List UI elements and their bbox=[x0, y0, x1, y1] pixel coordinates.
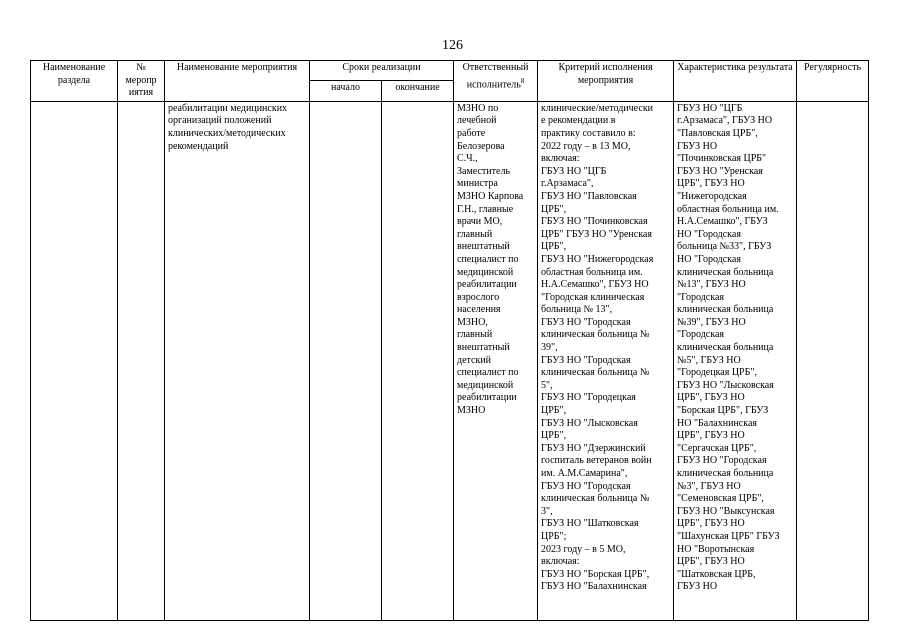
header-number: № меропр иятия bbox=[118, 61, 165, 102]
header-end: окончание bbox=[382, 81, 454, 101]
cell-result: ГБУЗ НО "ЦГБ г.Арзамаса", ГБУЗ НО "Павловская ЦРБ", ГБУЗ НО "Починковская ЦРБ" ГБУЗ НО "Уренская ЦРБ", ГБУЗ НО "Нижегородская областная больница им. Н.А.Семашко", ГБУЗ НО "Городская больница №33", ГБУЗ НО "Городская клиническая больница №13", ГБУЗ НО "Городская клиническая больница №39", ГБУЗ НО "Городская клиническая больница №5", ГБУЗ НО "Городецкая ЦРБ", ГБУЗ НО "Лысковская ЦРБ", ГБУЗ НО "Борская ЦРБ", ГБУЗ НО "Балахнинская ЦРБ", ГБУЗ НО "Сергачская ЦРБ", ГБУЗ НО "Городская клиническая больница №3", ГБУЗ НО "Семеновская ЦРБ", ГБУЗ НО "Выксунская ЦРБ", ГБУЗ НО "Шахунская ЦРБ" ГБУЗ НО "Воротынская ЦРБ", ГБУЗ НО "Шатковская ЦРБ, ГБУЗ НО bbox=[674, 101, 797, 620]
table-row bbox=[31, 101, 869, 620]
footnote-mark: 8 bbox=[520, 76, 525, 85]
header-section: Наименование раздела bbox=[31, 61, 118, 102]
header-regularity: Регулярность bbox=[797, 61, 869, 102]
cell-criterion: клинические/методически е рекомендации в практику составило в: 2022 году – в 13 МО, включая: ГБУЗ НО "ЦГБ г.Арзамаса", ГБУЗ НО "Павловская ЦРБ", ГБУЗ НО "Починковская ЦРБ" ГБУЗ НО "Уренская ЦРБ", ГБУЗ НО "Нижегородская областная больница им. Н.А.Семашко", ГБУЗ НО "Городская клиническая больница № 13", ГБУЗ НО "Городская клиническая больница № 39", ГБУЗ НО "Городская клиническая больница № 5", ГБУЗ НО "Городецкая ЦРБ", ГБУЗ НО "Лысковская ЦРБ", ГБУЗ НО "Дзержинский госпиталь ветеранов войн им. А.М.Самарина", ГБУЗ НО "Городская клиническая больница № 3", ГБУЗ НО "Шатковская ЦРБ"; 2023 году – в 5 МО, включая: ГБУЗ НО "Борская ЦРБ", ГБУЗ НО "Балахнинская bbox=[538, 101, 674, 620]
cell-start bbox=[310, 101, 382, 620]
header-terms: Сроки реализации bbox=[310, 61, 454, 81]
cell-end bbox=[382, 101, 454, 620]
header-result: Характеристика результата bbox=[674, 61, 797, 102]
header-criterion: Критерий исполнения мероприятия bbox=[538, 61, 674, 102]
cell-regularity bbox=[797, 101, 869, 620]
cell-responsible: МЗНО по лечебной работе Белозерова С.Ч., Заместитель министра МЗНО Карпова Г.Н., главные врачи МО, главный внештатный специалист по медицинской реабилитации взрослого населения МЗНО, главный внештатный детский специалист по медицинской реабилитации МЗНО bbox=[454, 101, 538, 620]
header-start: начало bbox=[310, 81, 382, 101]
header-responsible-label: Ответственный исполнитель bbox=[462, 62, 529, 90]
plan-table bbox=[30, 60, 869, 621]
page-number: 126 bbox=[442, 38, 463, 53]
header-event: Наименование мероприятия bbox=[165, 61, 310, 102]
cell-event: реабилитации медицинских организаций положений клинических/методических рекомендаций bbox=[165, 101, 310, 620]
header-responsible bbox=[454, 61, 538, 102]
cell-section bbox=[31, 101, 118, 620]
header-row bbox=[31, 61, 869, 81]
cell-number bbox=[118, 101, 165, 620]
